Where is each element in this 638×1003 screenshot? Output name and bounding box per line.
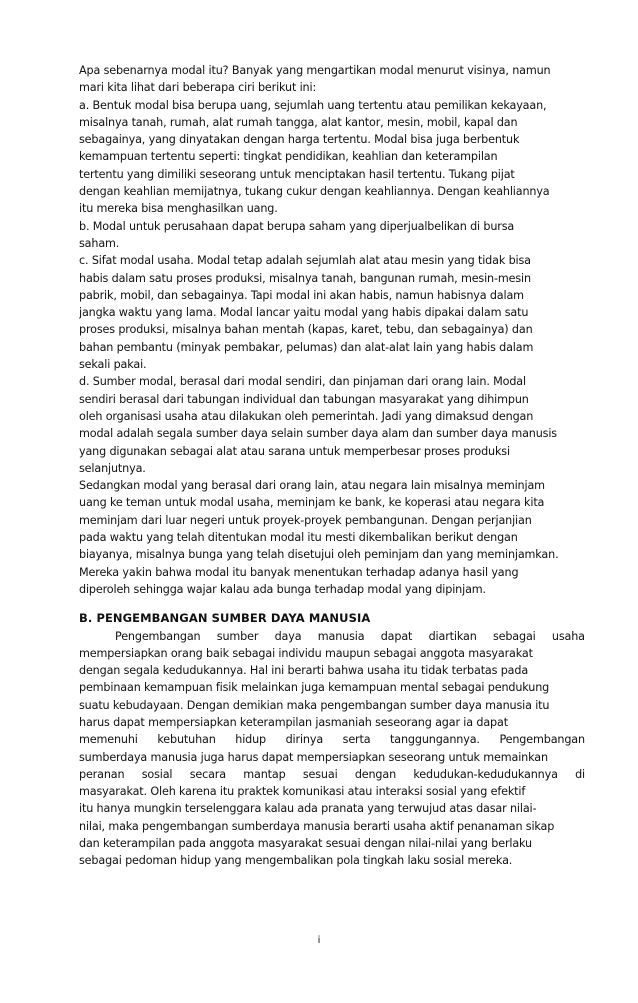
word: memenuhi: [79, 733, 138, 747]
text-line: itu hanya mungkin terselenggara kalau ada pranata yang terwujud atas dasar nilai-: [79, 802, 537, 816]
text-line: kemampuan tertentu seperti: tingkat pendidikan, keahlian dan keterampilan: [79, 150, 498, 164]
text-line: masyarakat. Oleh karena itu praktek komunikasi atau interaksi sosial yang efektif: [79, 785, 526, 799]
section-b-body: [79, 628, 585, 870]
word: secara: [189, 767, 226, 781]
text-line: habis dalam satu proses produksi, misalnya tanah, bangunan rumah, mesin-mesin: [79, 271, 531, 285]
word: kebutuhan: [157, 733, 216, 747]
word: mantap: [243, 767, 286, 781]
text-line: dan keterampilan pada anggota masyarakat sesuai dengan nilai-nilai yang berlaku: [79, 837, 532, 851]
word: diartikan: [428, 629, 477, 643]
text-line: yang digunakan sebagai alat atau sarana untuk memperbesar proses produksi: [79, 444, 510, 458]
text-line: itu mereka bisa menghasilkan uang.: [79, 202, 278, 216]
word: kedudukan-kedudukannya: [413, 767, 558, 781]
word: dapat: [380, 629, 413, 643]
word: hidup: [235, 733, 267, 747]
word: sosial: [141, 767, 173, 781]
word: manusia: [317, 629, 365, 643]
word: di: [575, 767, 585, 781]
text-line: meminjam dari luar negeri untuk proyek-proyek pembangunan. Dengan perjanjian: [79, 513, 532, 527]
text-line: diperoleh sehingga wajar kalau ada bunga terhadap modal yang dipinjam.: [79, 582, 486, 596]
text-line: sebagai pedoman hidup yang mengembalikan pola tingkah laku sosial mereka.: [79, 854, 513, 868]
text-line: tertentu yang dimiliki seseorang untuk menciptakan hasil tertentu. Tukang pijat: [79, 167, 515, 181]
text-line: dengan segala kedudukannya. Hal ini berarti bahwa usaha itu tidak terbatas pada: [79, 664, 529, 678]
text-line: mari kita lihat dari beberapa ciri berikut ini:: [79, 81, 317, 95]
text-line: sebagainya, yang dinyatakan dengan harga tertentu. Modal bisa juga berbentuk: [79, 133, 520, 147]
word: serta: [342, 733, 371, 747]
section-heading: B. PENGEMBANGAN SUMBER DAYA MANUSIA: [79, 611, 371, 626]
word: Pengembangan: [499, 733, 585, 747]
justified-line: [79, 628, 585, 645]
text-line: jangka waktu yang lama. Modal lancar yaitu modal yang habis dipakai dalam satu: [79, 306, 529, 320]
text-line: sendiri berasal dari tabungan individual dan tabungan masyarakat yang dihimpun: [79, 392, 529, 406]
text-line: misalnya tanah, rumah, alat rumah tangga, alat kantor, mesin, mobil, kapal dan: [79, 115, 518, 129]
text-line: oleh organisasi usaha atau dilakukan oleh pemerintah. Jadi yang dimaksud dengan: [79, 409, 534, 423]
page-number: i: [317, 935, 321, 946]
text-line: sumberdaya manusia juga harus dapat mempersiapkan seseorang untuk memainkan: [79, 750, 548, 764]
word: sesuai: [302, 767, 338, 781]
text-line: biayanya, misalnya bunga yang telah disetujui oleh peminjam dan yang meminjamkan.: [79, 548, 559, 562]
text-line: suatu kebudayaan. Dengan demikian maka pengembangan sumber daya manusia itu: [79, 698, 550, 712]
text-line: modal adalah segala sumber daya selain sumber daya alam dan sumber daya manusis: [79, 427, 557, 441]
word: dirinya: [285, 733, 324, 747]
word: sumber: [216, 629, 259, 643]
word: sebagai: [492, 629, 536, 643]
word: Pengembangan: [115, 629, 201, 643]
text-line: c. Sifat modal usaha. Modal tetap adalah sejumlah alat atau mesin yang tidak bisa: [79, 254, 531, 268]
word: usaha: [551, 629, 585, 643]
text-line: nilai, maka pengembangan sumberdaya manusia berarti usaha aktif penanaman sikap: [79, 819, 555, 833]
text-line: dengan keahlian memijatnya, tukang cukur dengan keahliannya. Dengan keahliannya: [79, 185, 550, 199]
text-line: bahan pembantu (minyak pembakar, pelumas) dan alat-alat lain yang habis dalam: [79, 340, 534, 354]
justified-line: [79, 766, 585, 783]
text-line: pembinaan kemampuan fisik melainkan juga kemampuan mental sebagai pendukung: [79, 681, 550, 695]
text-line: mempersiapkan orang baik sebagai individu maupun sebagai anggota masyarakat: [79, 646, 533, 660]
word: peranan: [79, 767, 125, 781]
text-line: Mereka yakin bahwa modal itu banyak menentukan terhadap adanya hasil yang: [79, 565, 519, 579]
document-page: [79, 62, 585, 870]
text-line: proses produksi, misalnya bahan mentah (kapas, karet, tebu, dan sebagainya) dan: [79, 323, 533, 337]
word: tanggungannya.: [390, 733, 480, 747]
word: dengan: [354, 767, 397, 781]
text-line: d. Sumber modal, berasal dari modal sendiri, dan pinjaman dari orang lain. Modal: [79, 375, 526, 389]
text-line: Apa sebenarnya modal itu? Banyak yang mengartikan modal menurut visinya, namun: [79, 64, 551, 77]
word: daya: [274, 629, 302, 643]
text-line: sekali pakai.: [79, 358, 147, 372]
text-line: pabrik, mobil, dan sebagainya. Tapi modal ini akan habis, namun habisnya dalam: [79, 288, 524, 302]
text-line: pada waktu yang telah ditentukan modal itu mesti dikembalikan berikut dengan: [79, 531, 518, 545]
text-line: saham.: [79, 236, 120, 250]
text-line: selanjutnya.: [79, 461, 146, 475]
modal-paragraph: [79, 62, 585, 598]
text-line: uang ke teman untuk modal usaha, meminjam ke bank, ke koperasi atau negara kita: [79, 496, 545, 510]
text-line: Sedangkan modal yang berasal dari orang lain, atau negara lain misalnya meminjam: [79, 479, 545, 493]
justified-line: [79, 731, 585, 748]
text-line: harus dapat mempersiapkan keterampilan jasmaniah seseorang agar ia dapat: [79, 715, 508, 729]
text-line: a. Bentuk modal bisa berupa uang, sejumlah uang tertentu atau pemilikan kekayaan,: [79, 98, 547, 112]
text-line: b. Modal untuk perusahaan dapat berupa saham yang diperjualbelikan di bursa: [79, 219, 515, 233]
